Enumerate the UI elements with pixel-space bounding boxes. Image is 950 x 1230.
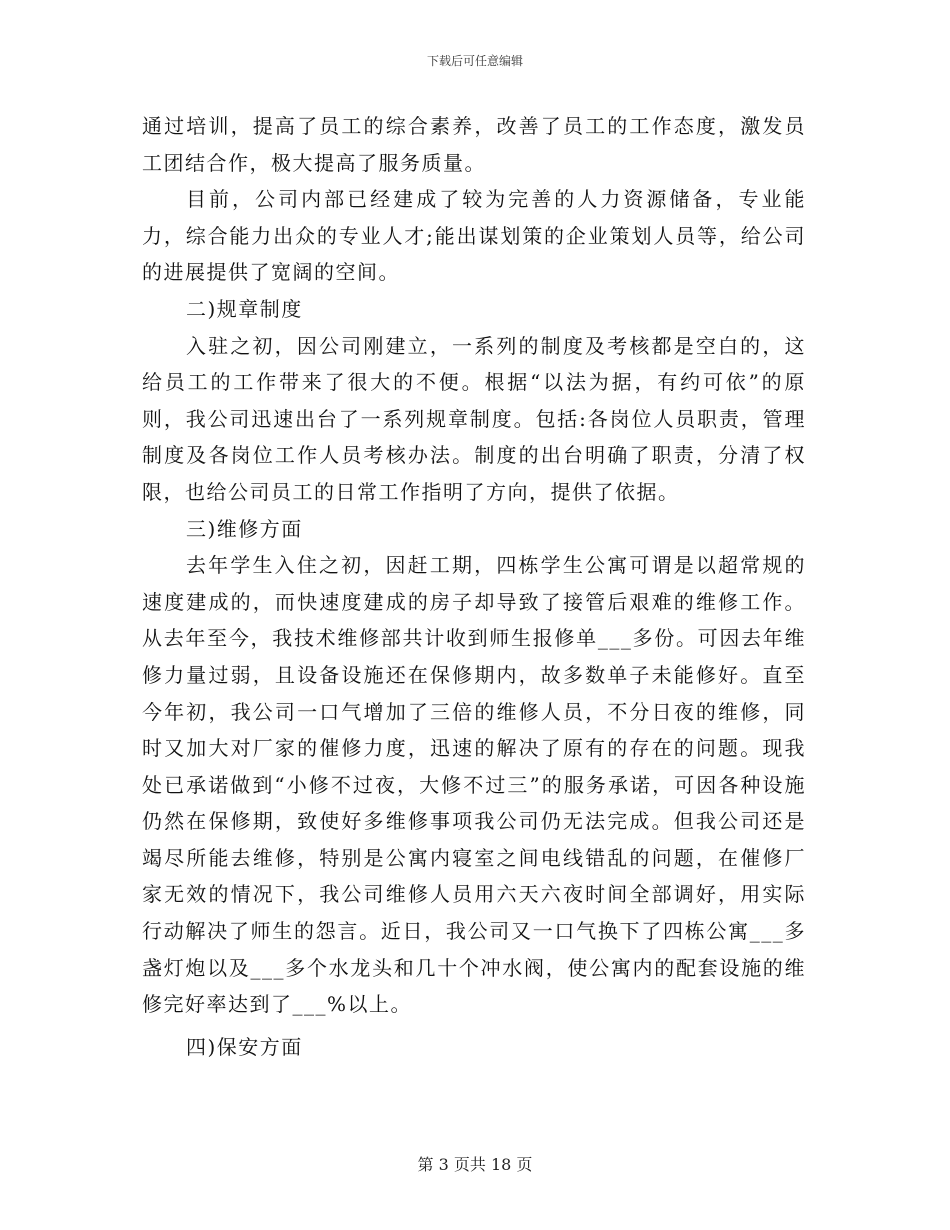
paragraph-training: 通过培训，提高了员工的综合素养，改善了员工的工作态度，激发员工团结合作，极大提高了服务质量。	[142, 114, 806, 175]
paragraph-rules: 入驻之初，因公司刚建立，一系列的制度及考核都是空白的，这给员工的工作带来了很大的不便。根据“以法为据，有约可依”的原则，我公司迅速出台了一系列规章制度。包括:各岗位人员职责，管理制度及各岗位工作人员考核办法。制度的出台明确了职责，分清了权限，也给公司员工的日常工作指明了方向，提供了依据。	[142, 333, 806, 504]
page-header: 下载后可任意编辑	[426, 54, 523, 68]
paragraph-maintenance: 去年学生入住之初，因赶工期，四栋学生公寓可谓是以超常规的速度建成的，而快速度建成的房子却导致了接管后艰难的维修工作。从去年至今，我技术维修部共计收到师生报修单___多份。可因去年维修力量过弱，且设备设施还在保修期内，故多数单子未能修好。直至今年初，我公司一口气增加了三倍的维修人员，不分日夜的维修，同时又加大对厂家的催修力度，迅速的解决了原有的存在的问题。现我处已承诺做到“小修不过夜，大修不过三”的服务承诺，可因各种设施仍然在保修期，致使好多维修事项我公司仍无法完成。但我公司还是竭尽所能去维修，特别是公寓内寝室之间电线错乱的问题，在催修厂家无效的情况下，我公司维修人员用六天六夜时间全部调好，用实际行动解决了师生的怨言。近日，我公司又一口气换下了四栋公寓___多盏灯炮以及___多个水龙头和几十个冲水阀，使公寓内的配套设施的维修完好率达到了___%以上。	[142, 553, 806, 1017]
section-heading-rules: 二)规章制度	[186, 296, 303, 321]
document-body	[142, 108, 806, 1065]
section-heading-maintenance: 三)维修方面	[186, 516, 303, 541]
paragraph-hr-reserve: 目前，公司内部已经建成了较为完善的人力资源储备，专业能力，综合能力出众的专业人才;能出谋划策的企业策划人员等，给公司的进展提供了宽阔的空间。	[142, 187, 806, 285]
page-footer: 第 3 页共 18 页	[417, 1155, 533, 1174]
section-heading-security: 四)保安方面	[186, 1034, 303, 1059]
